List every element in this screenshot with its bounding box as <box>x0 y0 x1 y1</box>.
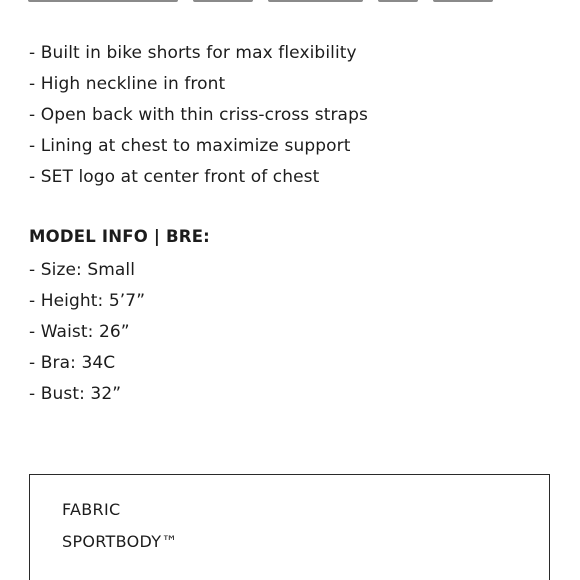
feature-item: - SET logo at center front of chest <box>29 167 320 187</box>
feature-item: - Open back with thin criss-cross straps <box>29 105 368 125</box>
fabric-label: FABRIC <box>62 500 121 519</box>
model-info-heading: MODEL INFO | BRE: <box>29 227 210 246</box>
feature-item: - Built in bike shorts for max flexibility <box>29 43 357 63</box>
model-info-height: - Height: 5’7” <box>29 291 146 311</box>
model-info-bra: - Bra: 34C <box>29 353 116 373</box>
model-info-bust: - Bust: 32” <box>29 384 122 404</box>
model-info-list <box>29 255 145 410</box>
model-info-waist: - Waist: 26” <box>29 322 130 342</box>
feature-list <box>29 38 368 193</box>
feature-item: - High neckline in front <box>29 74 226 94</box>
feature-item: - Lining at chest to maximize support <box>29 136 351 156</box>
fabric-value: SPORTBODY™ <box>62 532 178 551</box>
model-info-size: - Size: Small <box>29 260 136 280</box>
cropped-text-line <box>28 0 498 6</box>
fabric-box <box>29 474 550 580</box>
